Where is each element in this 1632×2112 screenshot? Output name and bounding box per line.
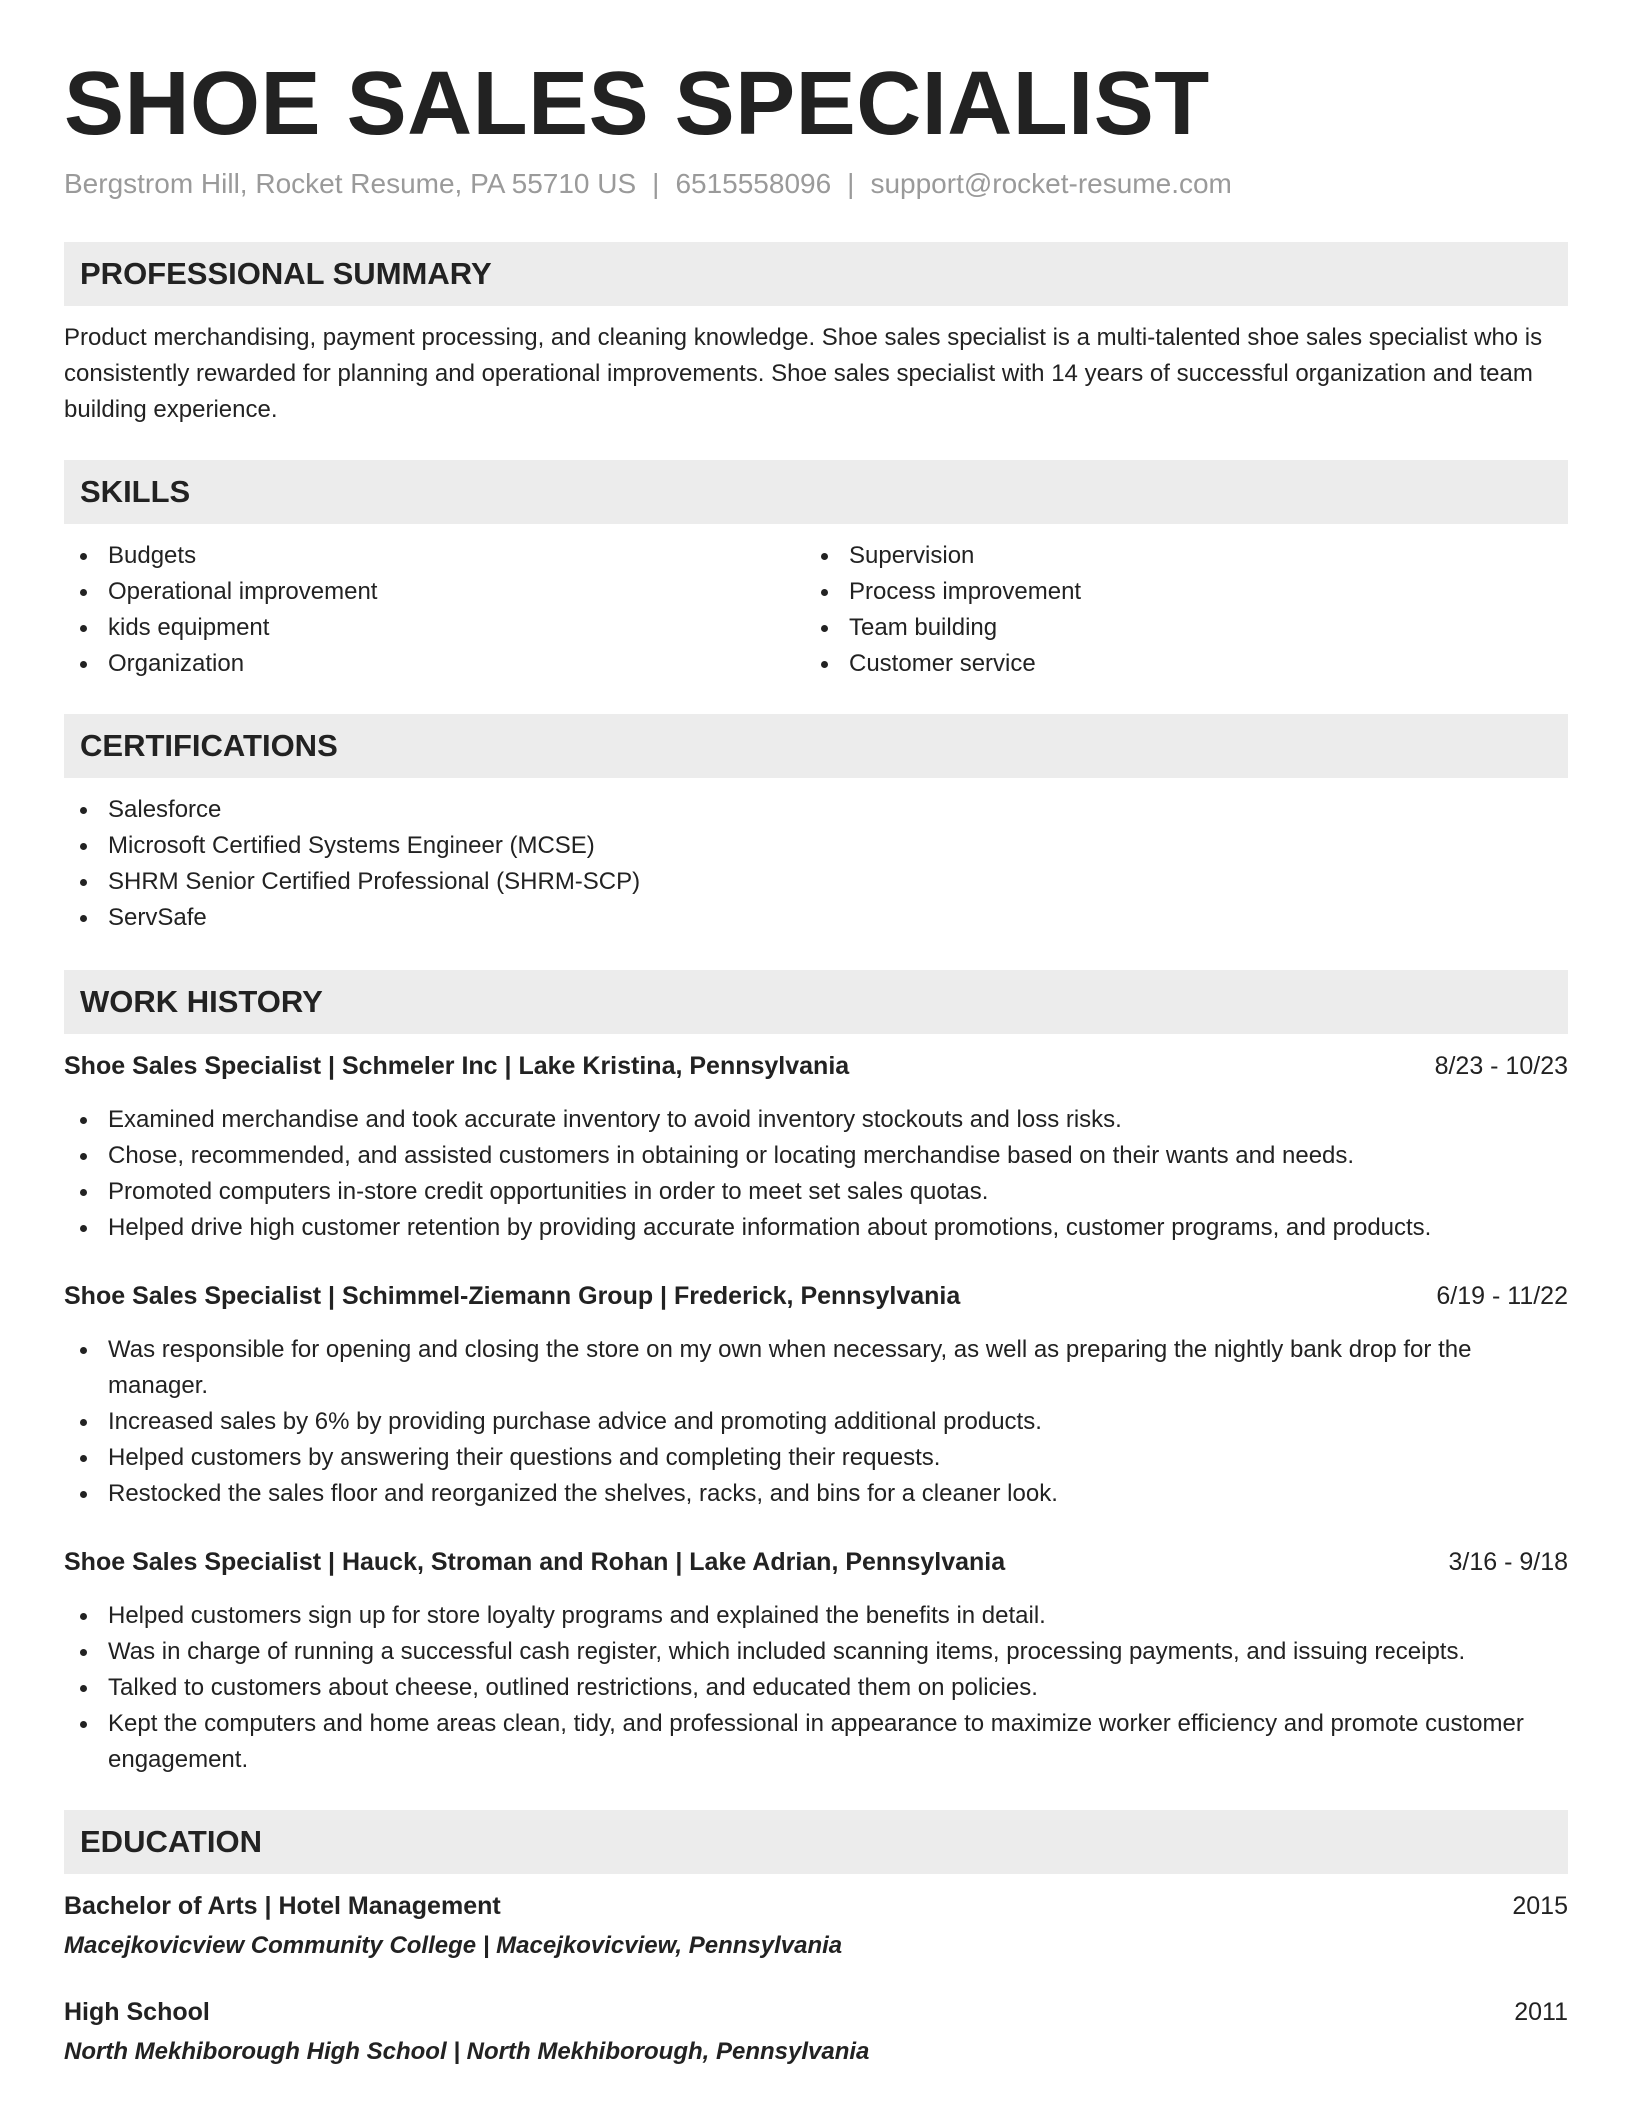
job-header xyxy=(64,1278,1568,1314)
skill-item: Budgets xyxy=(64,538,805,574)
job-dates: 8/23 - 10/23 xyxy=(1434,1052,1568,1080)
skill-item: Process improvement xyxy=(805,574,1546,610)
job-header xyxy=(64,1048,1568,1084)
job-bullet: Promoted computers in-store credit opportunities in order to meet set sales quotas. xyxy=(64,1174,1568,1210)
contact-address: Bergstrom Hill, Rocket Resume, PA 55710 US xyxy=(64,168,637,199)
job-bullet: Increased sales by 6% by providing purchase advice and promoting additional products. xyxy=(64,1404,1568,1440)
education-year: 2015 xyxy=(1512,1892,1568,1920)
job-bullet: Was responsible for opening and closing the store on my own when necessary, as well as preparing the nightly bank drop for the manager. xyxy=(64,1332,1568,1404)
job-bullet: Chose, recommended, and assisted customers in obtaining or locating merchandise based on their wants and needs. xyxy=(64,1138,1568,1174)
resume-title: SHOE SALES SPECIALIST xyxy=(64,54,1210,154)
job-bullets xyxy=(64,1102,1568,1246)
skill-item: Supervision xyxy=(805,538,1546,574)
section-heading-certifications: CERTIFICATIONS xyxy=(64,714,1568,778)
job-dates: 6/19 - 11/22 xyxy=(1436,1282,1568,1310)
job-bullet: Talked to customers about cheese, outlined restrictions, and educated them on policies. xyxy=(64,1670,1568,1706)
job-bullet: Restocked the sales floor and reorganized the shelves, racks, and bins for a cleaner look. xyxy=(64,1476,1568,1512)
education-entry xyxy=(64,1994,1568,2070)
certification-item: SHRM Senior Certified Professional (SHRM-SCP) xyxy=(64,864,1568,900)
job-heading: Shoe Sales Specialist | Hauck, Stroman and Rohan | Lake Adrian, Pennsylvania xyxy=(64,1548,1006,1576)
section-heading-work-history: WORK HISTORY xyxy=(64,970,1568,1034)
job-dates: 3/16 - 9/18 xyxy=(1448,1548,1568,1576)
job-bullets xyxy=(64,1332,1568,1512)
contact-line xyxy=(64,166,1568,202)
skill-item: Team building xyxy=(805,610,1546,646)
education-school: North Mekhiborough High School | North Mekhiborough, Pennsylvania xyxy=(64,2038,870,2065)
skill-item: Customer service xyxy=(805,646,1546,682)
job-entry xyxy=(64,1278,1568,1512)
skills-column-right xyxy=(805,538,1546,682)
education-year: 2011 xyxy=(1514,1998,1568,2026)
skill-item: Organization xyxy=(64,646,805,682)
education-degree: High School xyxy=(64,1998,210,2026)
certification-item: ServSafe xyxy=(64,900,1568,936)
job-bullet: Was in charge of running a successful cash register, which included scanning items, processing payments, and issuing receipts. xyxy=(64,1634,1568,1670)
education-header xyxy=(64,1888,1568,1924)
section-heading-education: EDUCATION xyxy=(64,1810,1568,1874)
skill-item: kids equipment xyxy=(64,610,805,646)
education-school: Macejkovicview Community College | Macejkovicview, Pennsylvania xyxy=(64,1932,843,1959)
job-header xyxy=(64,1544,1568,1580)
skills-column-left xyxy=(64,538,805,682)
certifications-list xyxy=(64,792,1568,936)
contact-email: support@rocket-resume.com xyxy=(870,168,1232,199)
certification-item: Salesforce xyxy=(64,792,1568,828)
summary-text: Product merchandising, payment processing, and cleaning knowledge. Shoe sales specialist is a multi-talented shoe sales specialist who is consistently rewarded for planning and operational improvements. Shoe sales specialist with 14 years of successful organization and team building experience. xyxy=(64,324,1543,423)
section-heading-summary: PROFESSIONAL SUMMARY xyxy=(64,242,1568,306)
job-bullet: Helped customers sign up for store loyalty programs and explained the benefits in detail. xyxy=(64,1598,1568,1634)
job-entry xyxy=(64,1544,1568,1778)
job-heading: Shoe Sales Specialist | Schimmel-Ziemann Group | Frederick, Pennsylvania xyxy=(64,1282,961,1310)
job-entry xyxy=(64,1048,1568,1246)
skills-grid xyxy=(64,538,1568,682)
job-bullets xyxy=(64,1598,1568,1778)
certification-item: Microsoft Certified Systems Engineer (MCSE) xyxy=(64,828,1568,864)
skill-item: Operational improvement xyxy=(64,574,805,610)
contact-separator: | xyxy=(847,168,855,199)
education-degree: Bachelor of Arts | Hotel Management xyxy=(64,1892,501,1920)
job-heading: Shoe Sales Specialist | Schmeler Inc | Lake Kristina, Pennsylvania xyxy=(64,1052,850,1080)
job-bullet: Helped drive high customer retention by providing accurate information about promotions, customer programs, and products. xyxy=(64,1210,1568,1246)
section-heading-skills: SKILLS xyxy=(64,460,1568,524)
contact-phone: 6515558096 xyxy=(675,168,832,199)
job-bullet: Examined merchandise and took accurate inventory to avoid inventory stockouts and loss risks. xyxy=(64,1102,1568,1138)
education-entry xyxy=(64,1888,1568,1964)
contact-separator: | xyxy=(652,168,660,199)
job-bullet: Kept the computers and home areas clean, tidy, and professional in appearance to maximize worker efficiency and promote customer engagement. xyxy=(64,1706,1568,1778)
job-bullet: Helped customers by answering their questions and completing their requests. xyxy=(64,1440,1568,1476)
education-header xyxy=(64,1994,1568,2030)
